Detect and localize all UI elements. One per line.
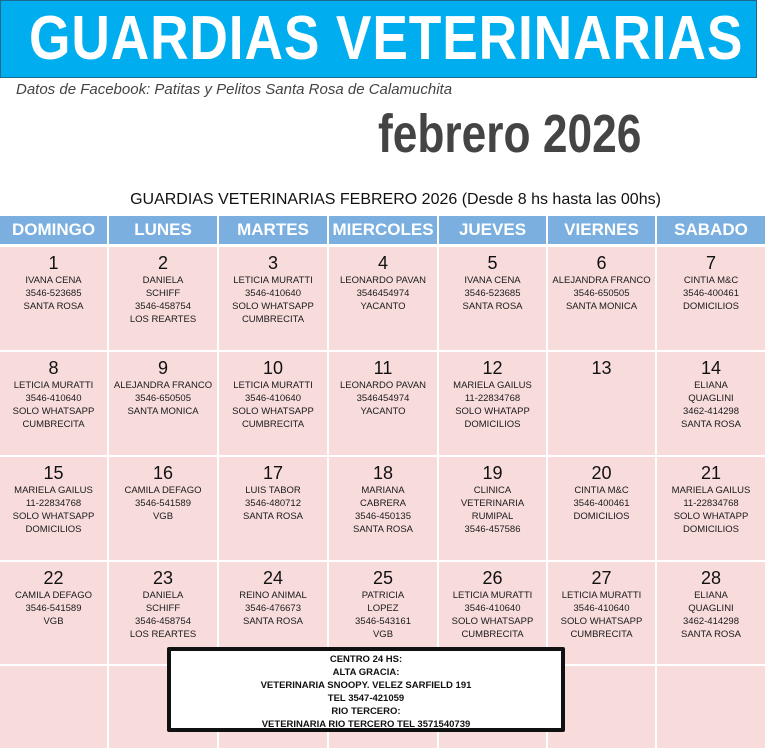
- duty-info-line: 3546-458754: [135, 301, 191, 312]
- duty-info-line: 3546-543161: [355, 616, 411, 627]
- day-number: 18: [372, 463, 394, 483]
- duty-info-line: SANTA ROSA: [352, 524, 413, 535]
- day-number: 16: [152, 463, 174, 483]
- calendar-day-5: [439, 247, 548, 352]
- weekday-header-domingo: DOMINGO: [0, 216, 109, 247]
- info-box-line: VETERINARIA SNOOPY. VELEZ SARFIELD 191: [260, 680, 472, 691]
- duty-info-line: SANTA ROSA: [242, 616, 303, 627]
- duty-info-line: MARIANA: [361, 485, 405, 496]
- duty-info-line: CUMBRECITA: [461, 629, 524, 640]
- duty-info-line: 3546-410640: [573, 603, 630, 614]
- duty-info-line: LETICIA MURATTI: [233, 380, 313, 391]
- duty-info-line: 3546-650505: [573, 288, 630, 299]
- source-credit: Datos de Facebook: Patitas y Pelitos Santa Rosa de Calamuchita: [16, 81, 453, 98]
- duty-info-line: 3546-480712: [245, 498, 301, 509]
- day-number: 25: [372, 568, 394, 588]
- day-number: 21: [700, 463, 722, 483]
- day-number: 24: [262, 568, 284, 588]
- duty-info-line: CUMBRECITA: [241, 314, 305, 325]
- duty-info-line: LETICIA MURATTI: [13, 380, 94, 391]
- calendar-day-1: [0, 247, 109, 352]
- duty-info-line: CUMBRECITA: [241, 419, 305, 430]
- duty-info-line: SOLO WHATSAPP: [451, 616, 534, 627]
- weekday-header-jueves: JUEVES: [439, 216, 548, 247]
- duty-info-line: 3546-458754: [135, 616, 191, 627]
- duty-info-line: ELIANA: [694, 380, 728, 391]
- weekday-header-lunes: LUNES: [109, 216, 219, 247]
- duty-info-line: DOMICILIOS: [683, 524, 739, 535]
- duty-info-line: CAMILA DEFAGO: [124, 485, 202, 496]
- duty-info-line: SOLO WHATSAPP: [232, 406, 314, 417]
- day-number: 7: [705, 253, 716, 273]
- day-number: 20: [591, 463, 612, 483]
- duty-info-line: SANTA ROSA: [23, 301, 84, 312]
- day-number: 8: [48, 358, 59, 378]
- duty-info-line: SOLO WHATSAPP: [560, 616, 643, 627]
- info-box-line: TEL 3547-421059: [327, 693, 405, 704]
- info-box-line: VETERINARIA RIO TERCERO TEL 3571540739: [261, 719, 471, 730]
- duty-info-line: LOPEZ: [367, 603, 399, 614]
- duty-info-line: 3546-410640: [245, 393, 301, 404]
- duty-info-line: IVANA CENA: [464, 275, 521, 286]
- info-box-24h-centers: [167, 647, 565, 732]
- day-number: 23: [152, 568, 174, 588]
- calendar-day-7: [657, 247, 767, 352]
- day-number: 26: [482, 568, 503, 588]
- duty-info-line: DOMICILIOS: [464, 419, 521, 430]
- calendar-empty-cell: [0, 666, 109, 750]
- day-number: 17: [262, 463, 284, 483]
- calendar-day-28: [657, 562, 767, 666]
- calendar-day-19: [439, 457, 548, 562]
- duty-info-line: SANTA MONICA: [565, 301, 638, 312]
- calendar-day-9: [109, 352, 219, 457]
- duty-info-line: DANIELA: [142, 590, 184, 601]
- duty-info-line: DANIELA: [142, 275, 184, 286]
- duty-info-line: DOMICILIOS: [573, 511, 630, 522]
- duty-info-line: 3546-410640: [464, 603, 521, 614]
- weekday-header-martes: MARTES: [219, 216, 329, 247]
- duty-info-line: SCHIFF: [145, 288, 181, 299]
- duty-info-line: LEONARDO PAVAN: [339, 275, 427, 286]
- duty-info-line: 3546-523685: [25, 288, 82, 299]
- duty-info-line: LEONARDO PAVAN: [339, 380, 427, 391]
- calendar-day-3: [219, 247, 329, 352]
- duty-info-line: SOLO WHATAPP: [673, 511, 749, 522]
- day-number: 19: [482, 463, 503, 483]
- calendar-day-20: [548, 457, 657, 562]
- duty-info-line: CLINICA: [473, 485, 512, 496]
- duty-info-line: YACANTO: [360, 406, 406, 417]
- day-number: 28: [700, 568, 722, 588]
- duty-info-line: SCHIFF: [145, 603, 181, 614]
- duty-info-line: 3546-650505: [135, 393, 191, 404]
- duty-info-line: DOMICILIOS: [683, 301, 739, 312]
- calendar-day-10: [219, 352, 329, 457]
- duty-info-line: ALEJANDRA FRANCO: [113, 380, 213, 391]
- duty-info-line: CAMILA DEFAGO: [14, 590, 93, 601]
- calendar-day-14: [657, 352, 767, 457]
- day-number: 12: [482, 358, 503, 378]
- duty-info-line: YACANTO: [360, 301, 406, 312]
- duty-info-line: 3546-476673: [245, 603, 301, 614]
- calendar-day-13: [548, 352, 657, 457]
- duty-info-line: 11-22834768: [683, 498, 739, 509]
- info-box-line: CENTRO 24 HS:: [329, 654, 403, 665]
- duty-info-line: 3462-414298: [683, 406, 739, 417]
- weekday-header-miercoles: MIERCOLES: [329, 216, 439, 247]
- duty-info-line: 3546-541589: [135, 498, 191, 509]
- duty-info-line: SANTA ROSA: [680, 419, 741, 430]
- duty-info-line: CABRERA: [360, 498, 406, 509]
- duty-info-line: SOLO WHATSAPP: [12, 406, 95, 417]
- duty-info-line: IVANA CENA: [25, 275, 82, 286]
- calendar-day-6: [548, 247, 657, 352]
- calendar-day-21: [657, 457, 767, 562]
- day-number: 11: [373, 358, 393, 378]
- month-title: febrero 2026: [378, 104, 642, 164]
- day-number: 3: [267, 253, 278, 273]
- duty-info-line: LETICIA MURATTI: [452, 590, 533, 601]
- duty-info-line: SANTA ROSA: [680, 629, 741, 640]
- duty-info-line: 3546454974: [356, 288, 410, 299]
- calendar-day-11: [329, 352, 439, 457]
- calendar-day-15: [0, 457, 109, 562]
- duty-info-line: SOLO WHATSAPP: [12, 511, 95, 522]
- duty-info-line: SOLO WHATAPP: [455, 406, 530, 417]
- duty-info-line: REINO ANIMAL: [239, 590, 307, 601]
- duty-info-line: VGB: [372, 629, 394, 640]
- duty-info-line: LOS REARTES: [129, 629, 197, 640]
- day-number: 1: [48, 253, 59, 273]
- duty-info-line: 3546-410640: [25, 393, 82, 404]
- info-box-line: RIO TERCERO:: [331, 706, 401, 717]
- calendar-day-22: [0, 562, 109, 666]
- duty-info-line: 3462-414298: [683, 616, 739, 627]
- duty-info-line: MARIELA GAILUS: [671, 485, 751, 496]
- duty-info-line: LOS REARTES: [129, 314, 197, 325]
- day-number: 15: [43, 463, 64, 483]
- duty-info-line: 3546-410640: [245, 288, 301, 299]
- info-box-line: ALTA GRACIA:: [332, 667, 400, 678]
- day-number: 13: [591, 358, 612, 378]
- duty-info-line: 11-22834768: [464, 393, 521, 404]
- duty-info-line: 3546-450135: [355, 511, 411, 522]
- duty-info-line: CINTIA M&C: [574, 485, 629, 496]
- page-title: GUARDIAS VETERINARIAS: [29, 4, 744, 73]
- day-number: 14: [700, 358, 722, 378]
- duty-info-line: VGB: [43, 616, 64, 627]
- duty-info-line: QUAGLINI: [688, 393, 734, 404]
- duty-info-line: 3546-457586: [464, 524, 521, 535]
- duty-info-line: SOLO WHATSAPP: [232, 301, 314, 312]
- duty-info-line: 3546-400461: [573, 498, 630, 509]
- duty-info-line: ALEJANDRA FRANCO: [552, 275, 651, 286]
- duty-info-line: 3546454974: [356, 393, 410, 404]
- duty-info-line: VETERINARIA: [460, 498, 525, 509]
- duty-info-line: SANTA MONICA: [127, 406, 199, 417]
- calendar-day-8: [0, 352, 109, 457]
- calendar-empty-cell: [657, 666, 767, 750]
- duty-info-line: 11-22834768: [25, 498, 82, 509]
- weekday-header-sabado: SABADO: [657, 216, 767, 247]
- duty-info-line: LETICIA MURATTI: [561, 590, 642, 601]
- title-banner: [0, 0, 757, 78]
- calendar-day-17: [219, 457, 329, 562]
- duty-info-line: ELIANA: [694, 590, 728, 601]
- day-number: 5: [487, 253, 498, 273]
- duty-info-line: CINTIA M&C: [683, 275, 739, 286]
- duty-info-line: LETICIA MURATTI: [233, 275, 313, 286]
- duty-info-line: MARIELA GAILUS: [14, 485, 93, 496]
- duty-info-line: SANTA ROSA: [242, 511, 303, 522]
- duty-info-line: SANTA ROSA: [462, 301, 523, 312]
- duty-info-line: LUIS TABOR: [245, 485, 301, 496]
- duty-info-line: RUMIPAL: [471, 511, 514, 522]
- duty-info-line: 3546-400461: [683, 288, 739, 299]
- duty-info-line: PATRICIA: [361, 590, 405, 601]
- calendar-day-4: [329, 247, 439, 352]
- calendar-subtitle: [0, 191, 767, 209]
- duty-info-line: 3546-541589: [25, 603, 82, 614]
- duty-info-line: 3546-523685: [464, 288, 521, 299]
- calendar-day-16: [109, 457, 219, 562]
- duty-info-line: CUMBRECITA: [570, 629, 633, 640]
- day-number: 4: [377, 253, 388, 273]
- weekday-header-viernes: VIERNES: [548, 216, 657, 247]
- calendar-day-2: [109, 247, 219, 352]
- day-number: 6: [596, 253, 607, 273]
- duty-info-line: QUAGLINI: [688, 603, 734, 614]
- day-number: 9: [157, 358, 168, 378]
- calendar-day-18: [329, 457, 439, 562]
- day-number: 2: [157, 253, 168, 273]
- calendar-subtitle-text: GUARDIAS VETERINARIAS FEBRERO 2026 (Desde 8 hs hasta las 00hs): [130, 191, 661, 208]
- duty-info-line: VGB: [152, 511, 174, 522]
- duty-info-line: DOMICILIOS: [25, 524, 82, 535]
- calendar-day-12: [439, 352, 548, 457]
- day-number: 10: [262, 358, 284, 378]
- day-number: 27: [591, 568, 612, 588]
- duty-info-line: MARIELA GAILUS: [453, 380, 532, 391]
- day-number: 22: [43, 568, 64, 588]
- duty-info-line: CUMBRECITA: [22, 419, 85, 430]
